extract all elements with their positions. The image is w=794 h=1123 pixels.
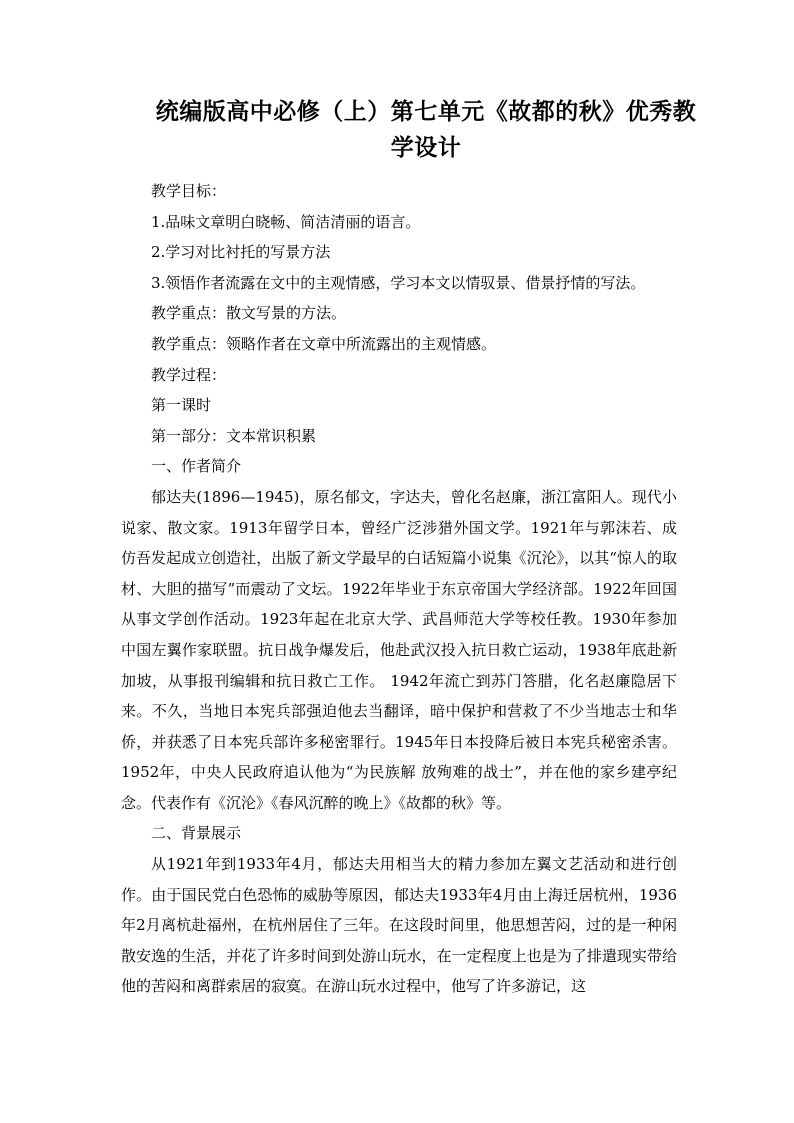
key-point-2: 教学重点：领略作者在文章中所流露出的主观情感。 <box>151 334 497 353</box>
document-title: 统编版高中必修（上）第七单元《故都的秋》优秀教学设计 <box>155 98 697 161</box>
document-body <box>121 176 677 1002</box>
goal-item-3: 3.领悟作者流露在文中的主观情感，学习本文以情驭景、借景抒情的写法。 <box>151 273 646 292</box>
section-heading-background: 二、背景展示 <box>151 824 242 843</box>
process-heading: 教学过程： <box>151 365 227 384</box>
lesson-heading: 第一课时 <box>151 396 212 415</box>
background-paragraph: 从1921年到1933年4月，郁达夫用相当大的精力参加左翼文艺活动和进行创作。由于国民党白色恐怖的威胁等原因，郁达夫1933年4月由上海迁居杭州，1936年2月离杭赴福州，在杭州居住了三年。在这段时间里，他思想苦闷，过的是一种闲散安逸的生活，并花了许多时间到处游山玩水，在一定程度上也是为了排遣现实带给他的苦闷和离群索居的寂寞。在游山玩水过程中，他写了许多游记，这 <box>121 855 677 996</box>
section-heading-author: 一、作者简介 <box>151 457 242 476</box>
goals-heading: 教学目标： <box>151 182 227 200</box>
part-heading: 第一部分：文本常识积累 <box>151 426 317 445</box>
goal-item-1: 1.品味文章明白晓畅、简洁清丽的语言。 <box>151 212 421 231</box>
key-point-1: 教学重点：散文写景的方法。 <box>151 304 347 323</box>
goal-item-2: 2.学习对比衬托的写景方法 <box>151 243 331 262</box>
author-bio-paragraph: 郁达夫(1896—1945)，原名郁文，字达夫，曾化名赵廉，浙江富阳人。现代小说家、散文家。1913年留学日本，曾经广泛涉猎外国文学。1921年与郭沫若、成仿吾发起成立创造社，出版了新文学最早的白话短篇小说集《沉沦》，以其“惊人的取材、大胆的描写”而震动了文坛。1922年毕业于东京帝国大学经济部。1922年回国从事文学创作活动。1923年起在北京大学、武昌师范大学等校任教。1930年参加中国左翼作家联盟。抗日战争爆发后，他赴武汉投入抗日救亡运动，1938年底赴新加坡，从事报刊编辑和抗日救亡工作。 1942年流亡到苏门答腊，化名赵廉隐居下来。不久，当地日本宪兵部强迫他去当翻译，暗中保护和营救了不少当地志士和华 侨，并获悉了日本宪兵部许多秘密罪行。1945年日本投降后被日本宪兵秘密杀害。1952年，中央人民政府追认他为“为民族解 放殉难的战士”，并在他的家乡建亭纪念。代表作有《沉沦》《春风沉醉的晚上》《故都的秋》等。 <box>121 487 677 812</box>
